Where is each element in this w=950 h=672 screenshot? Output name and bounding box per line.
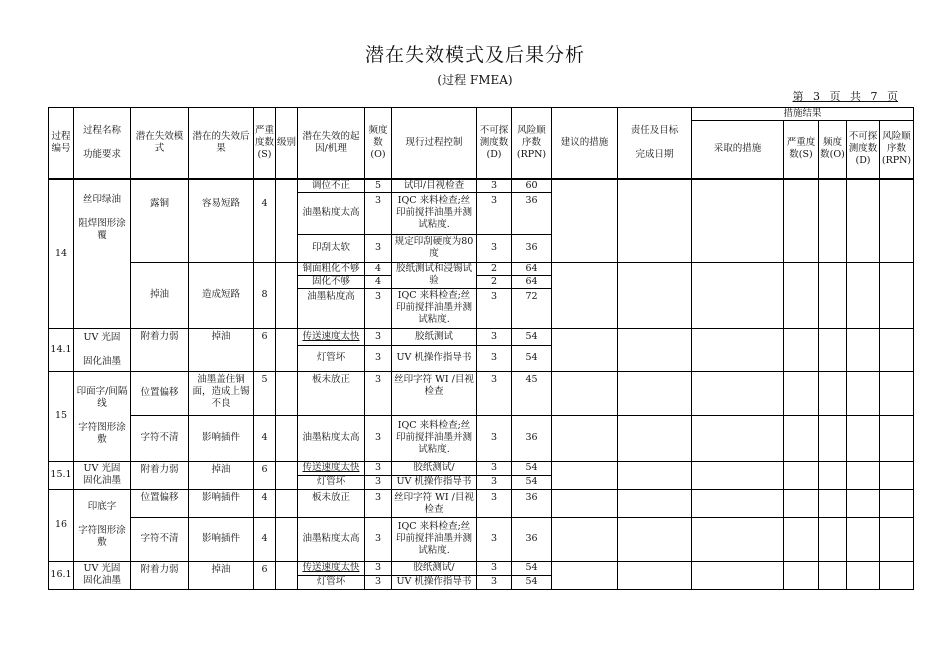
cell-step-no: 15 [49,371,74,461]
cell-rpn: 36 [512,489,552,517]
cell-result-occurrence [819,561,847,589]
cell-result-rpn [880,415,914,461]
cell-rpn: 36 [512,517,552,561]
cell-result-severity [784,489,819,517]
cell-failure-mode: 字符不清 [131,517,189,561]
cell-process [74,179,131,329]
cell-result-detection [847,262,880,328]
cell-action-taken [692,371,784,415]
document-subtitle: (过程 FMEA) [437,73,513,87]
cell-action-taken [692,415,784,461]
cell-control: IQC 来料检查;丝印前搅拌油墨并测试粘度. [392,192,477,234]
cell-cause: 铜面粗化不够 [298,262,365,275]
cell-cause: 板未放正 [298,371,365,415]
cell-occurrence: 3 [365,234,392,262]
cell-detection: 3 [477,489,512,517]
cell-result-severity [784,328,819,371]
cell-rpn: 36 [512,192,552,234]
document-title: 潜在失效模式及后果分析 [364,44,585,66]
cell-result-rpn [880,262,914,328]
cell-control: IQC 来料检查;丝印前搅拌油墨并测试粘度. [392,415,477,461]
cell-action-taken [692,561,784,589]
cell-detection: 2 [477,262,512,275]
cell-cause: 传送速度太快 [298,328,365,345]
cell-class [276,415,298,461]
cell-step-no: 16.1 [49,561,74,589]
cell-cause: 油墨粘度高 [298,288,365,328]
cell-rpn: 54 [512,475,552,489]
cell-cause: 传送速度太快 [298,561,365,575]
header-recommended: 建议的措施 [552,108,618,179]
cell-cause: 传送速度太快 [298,461,365,475]
cell-cause: 灯管坏 [298,475,365,489]
cell-detection: 3 [477,575,512,589]
cell-failure-effect: 造成短路 [189,262,254,328]
cell-control: 丝印字符 WI /目视检查 [392,371,477,415]
cell-recommended [552,561,618,589]
cell-result-detection [847,371,880,415]
cell-severity: 6 [254,561,276,589]
cell-responsibility [618,328,692,371]
header-failure-effect: 潜在的失效后果 [189,108,254,179]
cell-result-rpn [880,561,914,589]
cell-rpn: 54 [512,561,552,575]
cell-rpn: 36 [512,415,552,461]
header-result-severity: 严重度数(S) [784,121,819,179]
cell-control: UV 机操作指导书 [392,575,477,589]
cell-occurrence: 4 [365,262,392,275]
cell-responsibility [618,489,692,517]
cell-class [276,328,298,371]
cell-failure-mode: 掉油 [131,262,189,328]
cell-control: UV 机操作指导书 [392,475,477,489]
page-indicator: 第 3 页 共 7 页 [792,90,898,103]
header-function-req: 功能要求 [82,148,121,160]
cell-recommended [552,262,618,328]
cell-rpn: 60 [512,179,552,193]
cell-result-detection [847,517,880,561]
header-process-name: 过程名称 [82,124,121,136]
header-rpn: 风险顺序数(RPN) [512,108,552,179]
header-responsibility-label: 责任及目标 [630,124,679,136]
header-controls: 现行过程控制 [392,108,477,179]
table-row [49,262,914,275]
header-class: 级别 [276,108,298,179]
header-failure-mode: 潜在失效模式 [131,108,189,179]
cell-control: 胶纸测试 [392,328,477,345]
cell-process [74,561,131,589]
cell-control: IQC 来料检查;丝印前搅拌油墨并测试粘度. [392,288,477,328]
table-row [49,179,914,193]
cell-function: 字符图形涂敷 [78,525,126,548]
cell-rpn: 54 [512,575,552,589]
cell-result-occurrence [819,179,847,263]
cell-control: 规定印刮硬度为80 度 [392,234,477,262]
cell-failure-effect: 容易短路 [189,179,254,263]
cell-class [276,371,298,415]
cell-result-severity [784,262,819,328]
cell-control: 丝印字符 WI /目视检查 [392,489,477,517]
cell-detection: 3 [477,461,512,475]
cell-severity: 4 [254,415,276,461]
cell-detection: 2 [477,275,512,288]
cell-control: 胶纸测试/ [392,461,477,475]
cell-failure-mode: 位置偏移 [131,371,189,415]
cell-action-taken [692,179,784,263]
cell-occurrence: 3 [365,371,392,415]
header-step-no: 过程编号 [49,108,74,179]
cell-failure-effect: 油墨盖住铜面，造成上锡不良 [189,371,254,415]
cell-responsibility [618,415,692,461]
cell-result-rpn [880,371,914,415]
cell-action-taken [692,328,784,371]
header-results: 措施结果 [692,108,914,121]
cell-action-taken [692,517,784,561]
cell-responsibility [618,517,692,561]
cell-recommended [552,415,618,461]
cell-cause: 油墨粘度太高 [298,415,365,461]
cell-detection: 3 [477,517,512,561]
cell-result-occurrence [819,489,847,517]
cell-failure-effect: 掉油 [189,561,254,589]
cell-result-detection [847,461,880,489]
cell-occurrence: 3 [365,475,392,489]
cell-occurrence: 3 [365,192,392,234]
cell-detection: 3 [477,288,512,328]
cell-occurrence: 3 [365,345,392,371]
cell-result-detection [847,328,880,371]
cell-function: 固化油墨 [82,575,121,586]
cell-rpn: 36 [512,234,552,262]
cell-process-name: 印面字/间隔线 [76,386,128,409]
cell-result-detection [847,415,880,461]
cell-result-occurrence [819,517,847,561]
table-row [49,561,914,575]
cell-severity: 4 [254,489,276,517]
cell-class [276,561,298,589]
cell-recommended [552,179,618,263]
cell-rpn: 54 [512,345,552,371]
header-result-occurrence: 频度数(O) [819,121,847,179]
cell-recommended [552,489,618,517]
cell-failure-mode: 附着力弱 [131,328,189,371]
cell-class [276,517,298,561]
cell-responsibility [618,262,692,328]
cell-class [276,179,298,263]
cell-severity: 5 [254,371,276,415]
cell-failure-effect: 影响插件 [189,489,254,517]
cell-detection: 3 [477,371,512,415]
cell-result-occurrence [819,371,847,415]
cell-cause: 固化不够 [298,275,365,288]
cell-result-severity [784,179,819,263]
cell-occurrence: 5 [365,179,392,193]
cell-responsibility [618,179,692,263]
cell-result-detection [847,561,880,589]
cell-function: 固化油墨 [82,355,121,367]
cell-process-name: UV 光固 [83,463,121,474]
cell-detection: 3 [477,475,512,489]
cell-detection: 3 [477,328,512,345]
header-process-function [74,108,131,179]
cell-result-rpn [880,461,914,489]
cell-cause: 油墨粘度太高 [298,192,365,234]
cell-severity: 4 [254,517,276,561]
cell-control: 胶纸测试/ [392,561,477,575]
cell-process [74,489,131,561]
header-result-detection: 不可探测度数(D) [847,121,880,179]
cell-occurrence: 3 [365,517,392,561]
cell-failure-mode: 附着力弱 [131,461,189,489]
cell-failure-effect: 影响插件 [189,415,254,461]
cell-control: IQC 来料检查;丝印前搅拌油墨并测试粘度. [392,517,477,561]
cell-rpn: 54 [512,461,552,475]
cell-result-occurrence [819,415,847,461]
cell-result-rpn [880,489,914,517]
table-row [49,461,914,475]
header-responsibility [618,108,692,179]
cell-result-rpn [880,179,914,263]
cell-rpn: 64 [512,275,552,288]
cell-step-no: 16 [49,489,74,561]
cell-occurrence: 3 [365,288,392,328]
cell-cause: 油墨粘度太高 [298,517,365,561]
cell-process-name: UV 光固 [83,331,121,343]
cell-recommended [552,371,618,415]
cell-result-occurrence [819,328,847,371]
cell-occurrence: 3 [365,489,392,517]
cell-result-rpn [880,328,914,371]
cell-process [74,328,131,371]
cell-failure-mode: 附着力弱 [131,561,189,589]
cell-occurrence: 3 [365,461,392,475]
cell-cause: 调位不正 [298,179,365,193]
header-cause: 潜在失效的起因/机理 [298,108,365,179]
cell-action-taken [692,461,784,489]
cell-class [276,489,298,517]
cell-cause: 灯管坏 [298,345,365,371]
cell-process-name: 印底字 [87,501,117,512]
cell-cause: 灯管坏 [298,575,365,589]
cell-result-rpn [880,517,914,561]
cell-result-occurrence [819,461,847,489]
cell-rpn: 64 [512,262,552,275]
header-result-rpn: 风险顺序数(RPN) [880,121,914,179]
cell-severity: 8 [254,262,276,328]
table-row [49,517,914,561]
cell-class [276,461,298,489]
cell-recommended [552,328,618,371]
cell-detection: 3 [477,179,512,193]
cell-responsibility [618,561,692,589]
cell-class [276,262,298,328]
cell-cause: 板未放正 [298,489,365,517]
cell-rpn: 45 [512,371,552,415]
cell-result-severity [784,415,819,461]
cell-action-taken [692,489,784,517]
cell-failure-effect: 影响插件 [189,517,254,561]
cell-detection: 3 [477,561,512,575]
cell-failure-effect: 掉油 [189,461,254,489]
cell-failure-mode: 露铜 [131,179,189,263]
cell-detection: 3 [477,234,512,262]
cell-result-detection [847,489,880,517]
cell-recommended [552,517,618,561]
cell-step-no: 14 [49,179,74,329]
cell-function: 字符图形涂敷 [78,422,126,445]
cell-rpn: 72 [512,288,552,328]
table-row [49,489,914,517]
cell-occurrence: 3 [365,328,392,345]
cell-detection: 3 [477,415,512,461]
cell-process-name: UV 光固 [83,563,121,574]
header-occurrence: 频度数(O) [365,108,392,179]
cell-control: 试印/目视检查 [392,179,477,193]
header-completion-date: 完成日期 [635,148,674,160]
cell-detection: 3 [477,345,512,371]
cell-process [74,371,131,461]
cell-result-severity [784,461,819,489]
cell-result-detection [847,179,880,263]
cell-responsibility [618,371,692,415]
table-row [49,328,914,345]
header-action-taken: 采取的措施 [692,121,784,179]
cell-result-severity [784,371,819,415]
table-row [49,371,914,415]
cell-detection: 3 [477,192,512,234]
header-severity: 严重度数(S) [254,108,276,179]
cell-severity: 4 [254,179,276,263]
cell-failure-mode: 字符不清 [131,415,189,461]
cell-control: UV 机操作指导书 [392,345,477,371]
cell-step-no: 15.1 [49,461,74,489]
cell-result-severity [784,517,819,561]
cell-occurrence: 4 [365,275,392,288]
cell-control: 胶纸测试和浸锡试验 [392,262,477,288]
table-row [49,415,914,461]
cell-recommended [552,461,618,489]
cell-occurrence: 3 [365,561,392,575]
cell-severity: 6 [254,328,276,371]
cell-failure-effect: 掉油 [189,328,254,371]
fmea-table [48,107,914,590]
cell-occurrence: 3 [365,415,392,461]
cell-occurrence: 3 [365,575,392,589]
cell-result-occurrence [819,262,847,328]
cell-result-severity [784,561,819,589]
cell-step-no: 14.1 [49,328,74,371]
cell-function: 固化油墨 [82,475,121,486]
header-detection: 不可探测度数(D) [477,108,512,179]
cell-failure-mode: 位置偏移 [131,489,189,517]
cell-severity: 6 [254,461,276,489]
cell-action-taken [692,262,784,328]
cell-rpn: 54 [512,328,552,345]
cell-responsibility [618,461,692,489]
cell-cause: 印刮太软 [298,234,365,262]
cell-process-name: 丝印绿油 [82,193,121,205]
cell-function: 阻焊图形涂覆 [78,217,126,241]
cell-process [74,461,131,489]
